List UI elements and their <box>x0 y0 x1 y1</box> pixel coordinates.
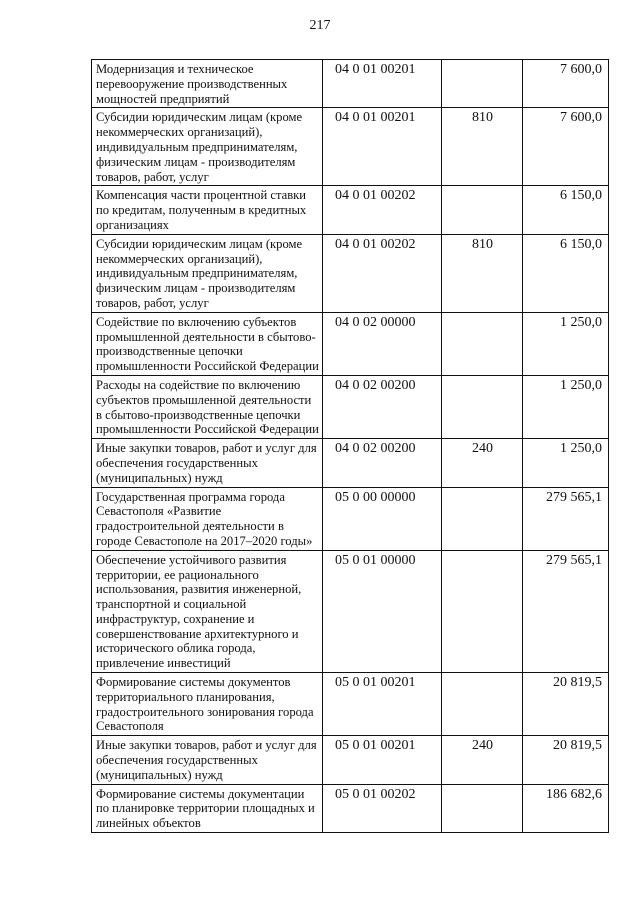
table-row <box>92 312 609 375</box>
target-code-cell: 05 0 01 00202 <box>323 784 442 832</box>
item-name-cell: Иные закупки товаров, работ и услуг для обеспечения государственных (муниципальных) нужд <box>92 736 323 784</box>
expense-type-cell <box>442 784 523 832</box>
target-code-cell: 04 0 01 00202 <box>323 234 442 312</box>
amount-cell: 20 819,5 <box>523 736 609 784</box>
expense-type-cell <box>442 550 523 672</box>
table-row <box>92 375 609 438</box>
budget-table-body <box>92 60 609 833</box>
table-row <box>92 673 609 736</box>
expense-type-cell <box>442 375 523 438</box>
amount-cell: 7 600,0 <box>523 108 609 186</box>
page-number: 217 <box>309 18 331 33</box>
target-code-cell: 04 0 01 00201 <box>323 60 442 108</box>
item-name-cell: Иные закупки товаров, работ и услуг для обеспечения государственных (муниципальных) нужд <box>92 439 323 487</box>
item-name-cell: Расходы на содействие по включению субъектов промышленной деятельности в сбытово-производственные цепочки промышленности Российской Федерации <box>92 375 323 438</box>
expense-type-cell <box>442 312 523 375</box>
item-name-cell: Компенсация части процентной ставки по кредитам, полученным в кредитных организациях <box>92 186 323 234</box>
item-name-cell: Субсидии юридическим лицам (кроме некоммерческих организаций), индивидуальным предпринимателям, физическим лицам - производителям товаров, работ, услуг <box>92 108 323 186</box>
target-code-cell: 04 0 02 00000 <box>323 312 442 375</box>
table-row <box>92 439 609 487</box>
target-code-cell: 04 0 02 00200 <box>323 439 442 487</box>
target-code-cell: 05 0 01 00000 <box>323 550 442 672</box>
amount-cell: 1 250,0 <box>523 312 609 375</box>
expense-type-cell <box>442 186 523 234</box>
item-name-cell: Формирование системы документации по планировке территории площадных и линейных объектов <box>92 784 323 832</box>
amount-cell: 1 250,0 <box>523 439 609 487</box>
target-code-cell: 05 0 01 00201 <box>323 673 442 736</box>
target-code-cell: 04 0 01 00202 <box>323 186 442 234</box>
target-code-cell: 04 0 01 00201 <box>323 108 442 186</box>
table-row <box>92 784 609 832</box>
item-name-cell: Содействие по включению субъектов промышленной деятельности в сбытово-производственные цепочки промышленности Российской Федерации <box>92 312 323 375</box>
table-row <box>92 487 609 550</box>
expense-type-cell: 810 <box>442 234 523 312</box>
amount-cell: 186 682,6 <box>523 784 609 832</box>
item-name-cell: Обеспечение устойчивого развития территории, ее рационального использования, развития инженерной, транспортной и социальной инфраструктур, сохранение и совершенствование архитектурного и исторического облика города, привлечение инвестиций <box>92 550 323 672</box>
expense-type-cell: 810 <box>442 108 523 186</box>
table-row <box>92 108 609 186</box>
target-code-cell: 05 0 00 00000 <box>323 487 442 550</box>
budget-table <box>91 59 609 833</box>
item-name-cell: Модернизация и техническое перевооружение производственных мощностей предприятий <box>92 60 323 108</box>
expense-type-cell <box>442 487 523 550</box>
amount-cell: 279 565,1 <box>523 550 609 672</box>
expense-type-cell <box>442 673 523 736</box>
table-row <box>92 186 609 234</box>
table-row <box>92 550 609 672</box>
amount-cell: 279 565,1 <box>523 487 609 550</box>
expense-type-cell <box>442 60 523 108</box>
table-row <box>92 60 609 108</box>
expense-type-cell: 240 <box>442 736 523 784</box>
expense-type-cell: 240 <box>442 439 523 487</box>
amount-cell: 7 600,0 <box>523 60 609 108</box>
amount-cell: 6 150,0 <box>523 186 609 234</box>
amount-cell: 20 819,5 <box>523 673 609 736</box>
item-name-cell: Формирование системы документов территориального планирования, градостроительного зонирования города Севастополя <box>92 673 323 736</box>
target-code-cell: 05 0 01 00201 <box>323 736 442 784</box>
item-name-cell: Государственная программа города Севастополя «Развитие градостроительной деятельности в городе Севастополе на 2017–2020 годы» <box>92 487 323 550</box>
target-code-cell: 04 0 02 00200 <box>323 375 442 438</box>
table-row <box>92 234 609 312</box>
table-row <box>92 736 609 784</box>
item-name-cell: Субсидии юридическим лицам (кроме некоммерческих организаций), индивидуальным предпринимателям, физическим лицам - производителям товаров, работ, услуг <box>92 234 323 312</box>
amount-cell: 6 150,0 <box>523 234 609 312</box>
amount-cell: 1 250,0 <box>523 375 609 438</box>
